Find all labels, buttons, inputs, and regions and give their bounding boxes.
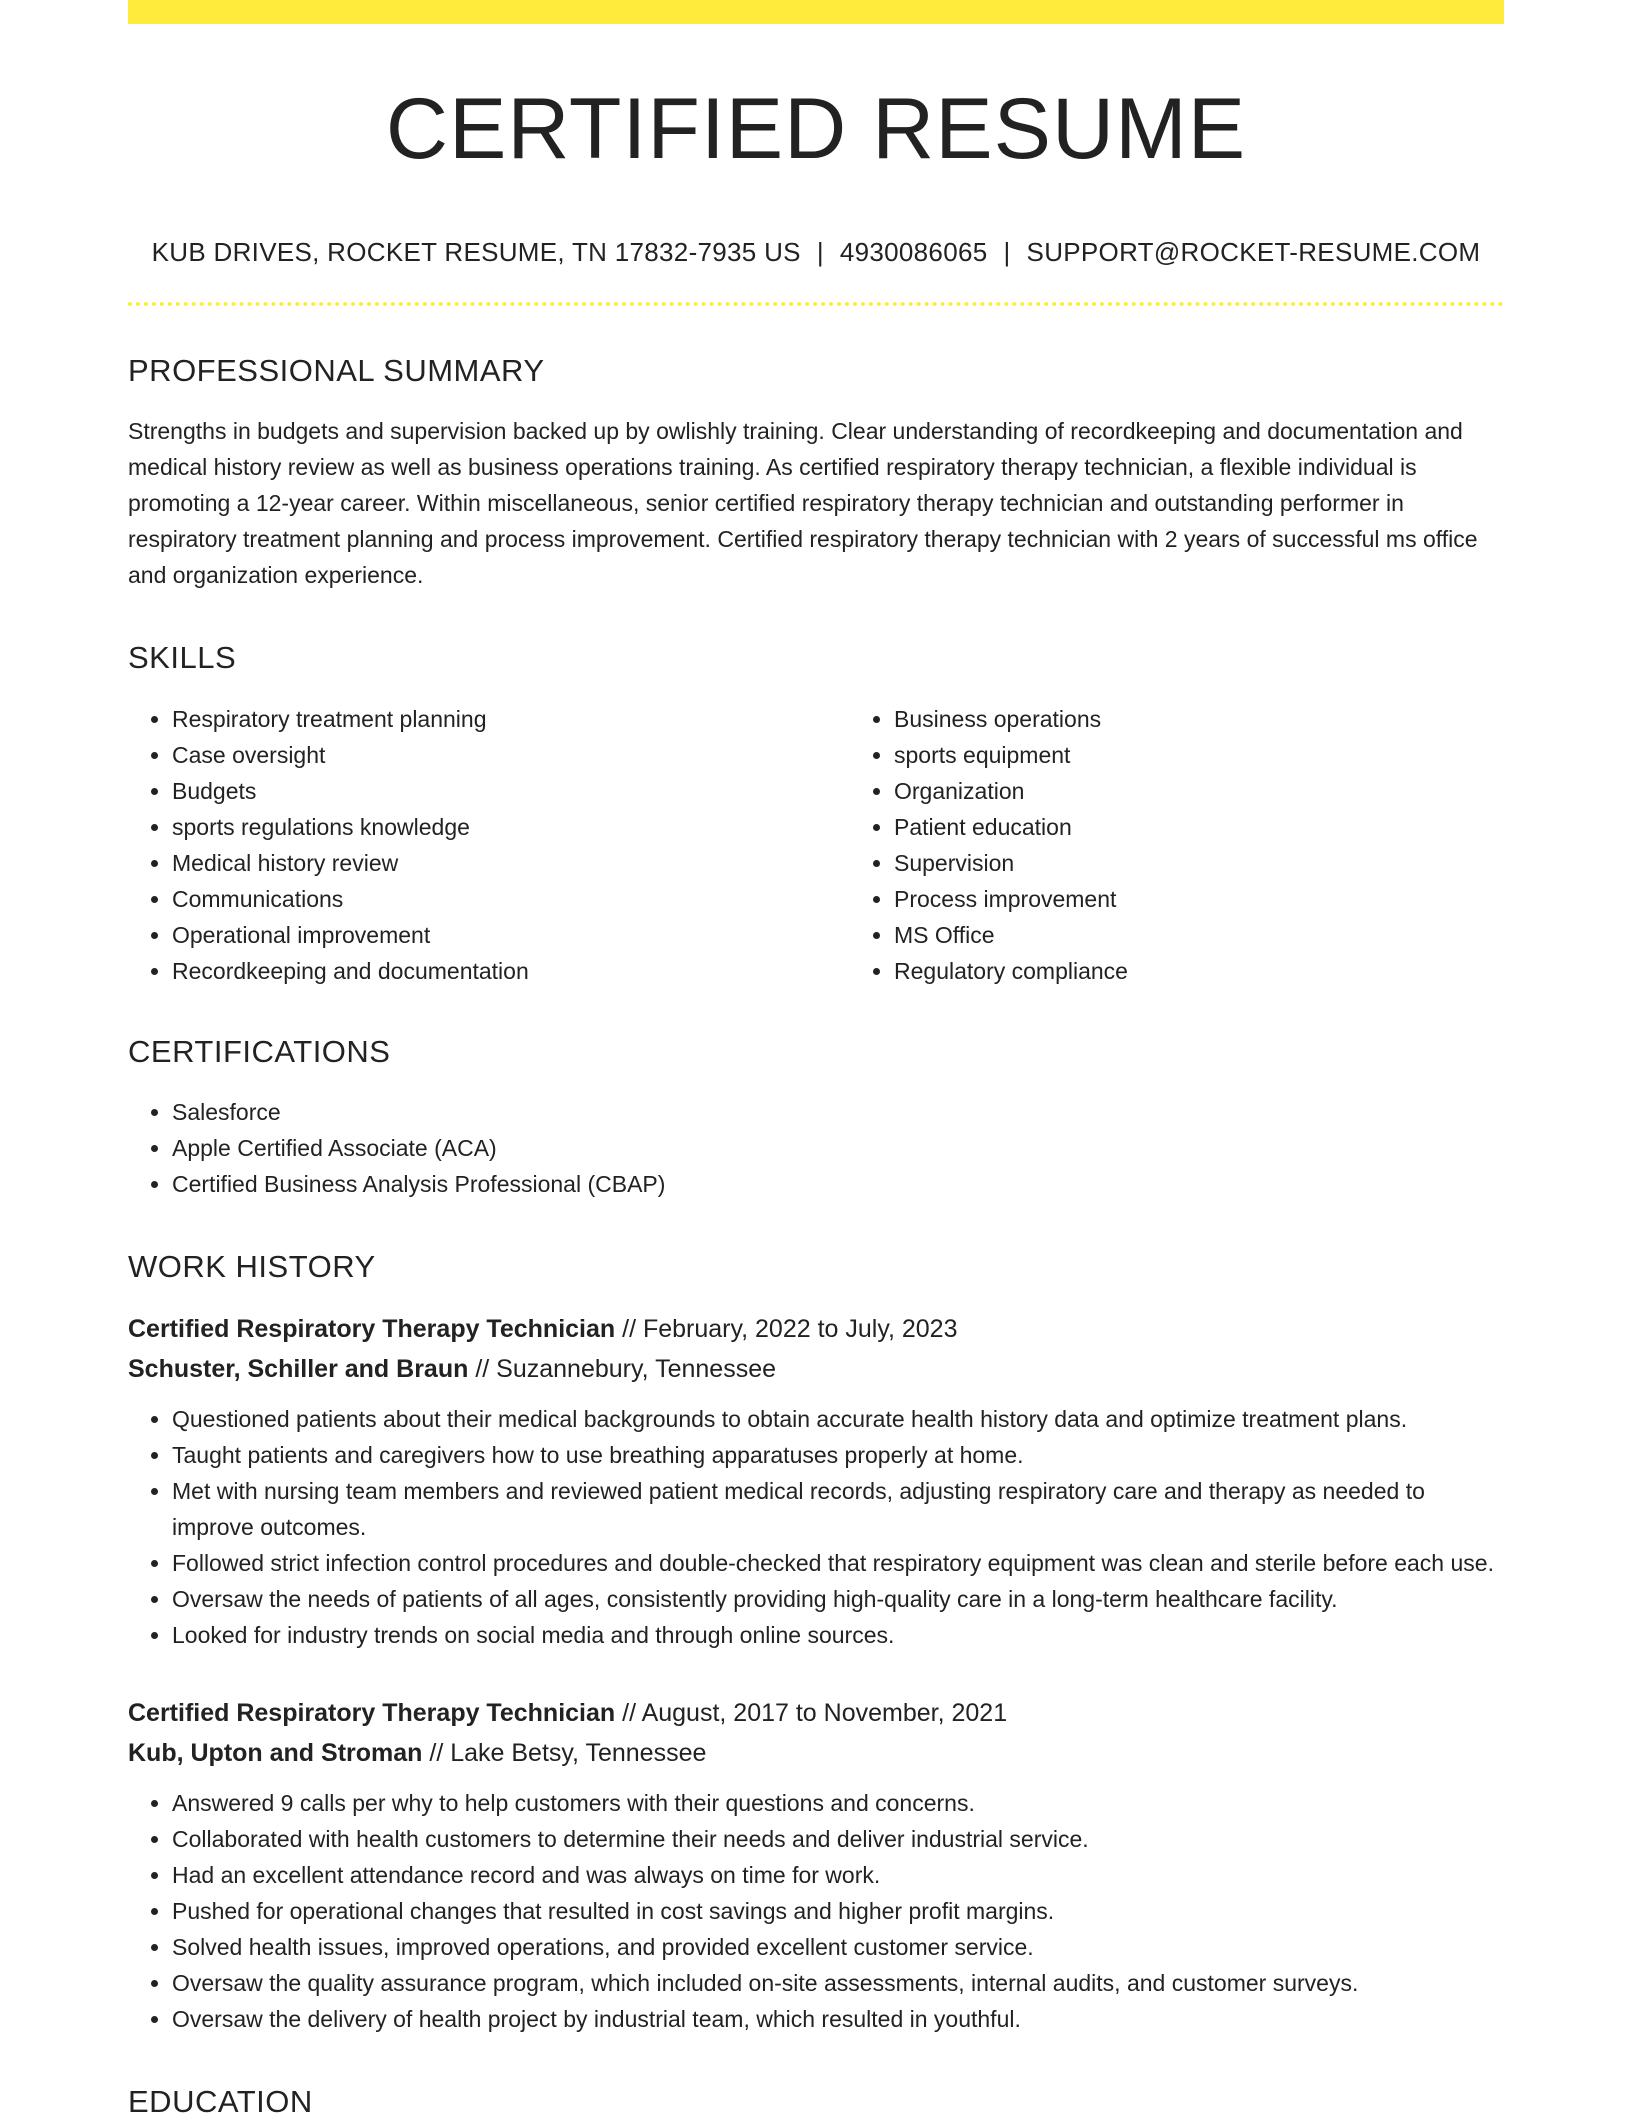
skill-item: • Process improvement: [894, 881, 1572, 917]
job-bullet: • Pushed for operational changes that resulted in cost savings and higher profit margins.: [172, 1893, 1504, 1929]
job-entry: [128, 1309, 1504, 1653]
skill-item: • Business operations: [894, 701, 1572, 737]
certification-item: • Apple Certified Associate (ACA): [172, 1130, 1504, 1166]
contact-phone: 4930086065: [839, 237, 988, 268]
skill-item: • sports regulations knowledge: [172, 809, 850, 845]
skill-item: • Regulatory compliance: [894, 953, 1572, 989]
skill-item: • sports equipment: [894, 737, 1572, 773]
education-section: [128, 2083, 1504, 2120]
summary-text: Strengths in budgets and supervision backed up by owlishly training. Clear understanding of recordkeeping and documentation and medical history review as well as business operations training. As certified respiratory therapy technician, a flexible individual is promoting a 12-year career. Within miscellaneous, senior certified respiratory therapy technician and outstanding performer in respiratory treatment planning and process improvement. Certified respiratory therapy technician with 2 years of successful ms office and organization experience.: [128, 418, 1478, 589]
professional-summary-section: [128, 352, 1504, 593]
skills-list-left: [128, 701, 850, 989]
job-company: Kub, Upton and Stroman: [128, 1738, 423, 1767]
skills-grid: [128, 701, 1504, 989]
job-bullet: • Taught patients and caregivers how to use breathing apparatuses properly at home.: [172, 1437, 1504, 1473]
resume-content: [128, 24, 1504, 2120]
certifications-section: [128, 1033, 1504, 1202]
skill-item: • MS Office: [894, 917, 1572, 953]
job-bullet: • Oversaw the delivery of health project by industrial team, which resulted in youthful.: [172, 2001, 1504, 2037]
job-dates: // August, 2017 to November, 2021: [615, 1698, 1008, 1727]
certification-item: • Certified Business Analysis Professional (CBAP): [172, 1166, 1504, 1202]
contact-separator: |: [816, 237, 824, 268]
skill-item: • Medical history review: [172, 845, 850, 881]
job-title-line: [128, 1309, 1504, 1349]
dotted-divider: [128, 302, 1504, 306]
job-bullet: • Had an excellent attendance record and was always on time for work.: [172, 1857, 1504, 1893]
certifications-list: [128, 1094, 1504, 1202]
job-bullet: • Looked for industry trends on social media and through online sources.: [172, 1617, 1504, 1653]
skill-item: • Respiratory treatment planning: [172, 701, 850, 737]
skill-item: • Patient education: [894, 809, 1572, 845]
job-bullet: • Questioned patients about their medical backgrounds to obtain accurate health history data and optimize treatment plans.: [172, 1401, 1504, 1437]
skills-list-right: [850, 701, 1572, 989]
section-heading-certifications: CERTIFICATIONS: [128, 1033, 391, 1069]
skills-section: [128, 639, 1504, 988]
job-company-line: [128, 1349, 1504, 1389]
job-bullet: • Solved health issues, improved operations, and provided excellent customer service.: [172, 1929, 1504, 1965]
job-location: // Suzannebury, Tennessee: [468, 1354, 777, 1383]
skill-item: • Budgets: [172, 773, 850, 809]
resume-name: CERTIFIED RESUME: [385, 81, 1247, 177]
job-title: Certified Respiratory Therapy Technician: [128, 1314, 616, 1343]
job-bullet: • Oversaw the quality assurance program, which included on-site assessments, internal audits, and customer surveys.: [172, 1965, 1504, 2001]
section-heading-work-history: WORK HISTORY: [128, 1248, 376, 1284]
job-title: Certified Respiratory Therapy Technician: [128, 1698, 616, 1727]
skill-item: • Case oversight: [172, 737, 850, 773]
section-heading-education: EDUCATION: [128, 2083, 313, 2119]
certification-item: • Salesforce: [172, 1094, 1504, 1130]
job-bullets: [128, 1401, 1504, 1653]
job-bullets: [128, 1785, 1504, 2037]
job-company-line: [128, 1733, 1504, 1773]
job-bullet: • Answered 9 calls per why to help customers with their questions and concerns.: [172, 1785, 1504, 1821]
contact-line: [128, 237, 1504, 268]
job-bullet: • Oversaw the needs of patients of all ages, consistently providing high-quality care in a long-term healthcare facility.: [172, 1581, 1504, 1617]
skill-item: • Recordkeeping and documentation: [172, 953, 850, 989]
job-title-line: [128, 1693, 1504, 1733]
job-entry: [128, 1693, 1504, 2037]
job-company: Schuster, Schiller and Braun: [128, 1354, 469, 1383]
skill-item: • Supervision: [894, 845, 1572, 881]
skill-item: • Operational improvement: [172, 917, 850, 953]
job-bullet: • Collaborated with health customers to determine their needs and deliver industrial service.: [172, 1821, 1504, 1857]
job-location: // Lake Betsy, Tennessee: [422, 1738, 707, 1767]
contact-separator: |: [1003, 237, 1011, 268]
section-heading-summary: PROFESSIONAL SUMMARY: [128, 353, 545, 389]
job-bullet: • Followed strict infection control procedures and double-checked that respiratory equipment was clean and sterile before each use.: [172, 1545, 1504, 1581]
skill-item: • Organization: [894, 773, 1572, 809]
contact-address: KUB DRIVES, ROCKET RESUME, TN 17832-7935 US: [151, 237, 801, 268]
skill-item: • Communications: [172, 881, 850, 917]
job-dates: // February, 2022 to July, 2023: [615, 1314, 958, 1343]
work-history-section: [128, 1248, 1504, 2037]
accent-top-bar: [128, 0, 1504, 24]
section-heading-skills: SKILLS: [128, 640, 237, 676]
job-bullet: • Met with nursing team members and reviewed patient medical records, adjusting respiratory care and therapy as needed to improve outcomes.: [172, 1473, 1504, 1545]
contact-email: SUPPORT@ROCKET-RESUME.COM: [1026, 237, 1481, 268]
